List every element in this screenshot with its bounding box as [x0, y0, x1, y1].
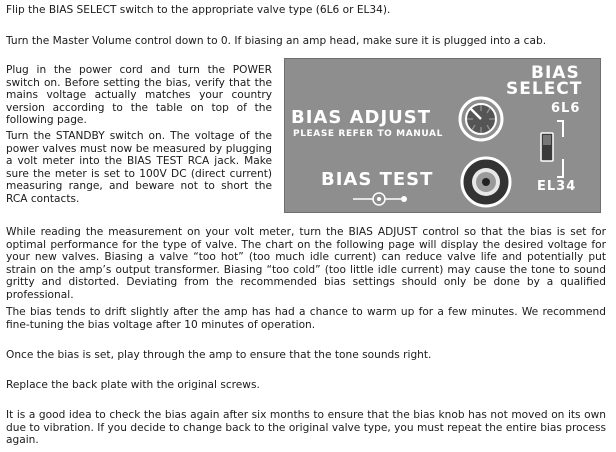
bias-test-label: BIAS TEST [321, 169, 434, 190]
instruction-6: The bias tends to drift slightly after the amp has had a chance to warm up for a few minutes. We recommend fine-tuning the bias voltage after 10 minutes of operation. [6, 306, 606, 331]
instruction-1: Flip the BIAS SELECT switch to the appropriate valve type (6L6 or EL34). [6, 4, 391, 16]
bias-adjust-note: PLEASE REFER TO MANUAL [293, 129, 443, 139]
bias-adjust-label: BIAS ADJUST [291, 107, 432, 128]
bias-test-rca-jack-icon [459, 155, 513, 209]
instruction-9: It is a good idea to check the bias again after six months to ensure that the bias knob has not moved on its own due to vibration. If you decide to change back to the original valve type, you must repeat the entire bias process again. [6, 409, 606, 447]
rca-polarity-icon [351, 191, 413, 207]
instruction-3: Plug in the power cord and turn the POWER switch on. Before setting the bias, verify that the mains voltage actually matches your country version according to the table on top of the following page. [6, 64, 272, 127]
bias-select-switch-icon [533, 119, 573, 181]
instruction-8: Replace the back plate with the original screws. [6, 379, 260, 391]
instruction-7: Once the bias is set, play through the amp to ensure that the tone sounds right. [6, 349, 432, 361]
bias-select-label: BIAS [531, 63, 580, 83]
option-el34-label: EL34 [537, 179, 577, 194]
bias-select-label-2: SELECT [506, 79, 583, 99]
instruction-2: Turn the Master Volume control down to 0. If biasing an amp head, make sure it is plugged into a cab. [6, 35, 547, 47]
instruction-5: While reading the measurement on your volt meter, turn the BIAS ADJUST control so that the bias is set for optimal performance for the type of valve. The chart on the following page will display the desired voltage for your new valves. Biasing a valve “too hot” (too much idle current) can reduce valve life and potentially put strain on the amp’s output transformer. Biasing “too cold” (too little idle current) may cause the tone to sound gritty and distorted. Deviating from the recommended bias settings should only be done by a qualified professional. [6, 226, 606, 301]
bias-adjust-knob-icon [457, 95, 505, 143]
instruction-4: Turn the STANDBY switch on. The voltage of the power valves must now be measured by plugging a volt meter into the BIAS TEST RCA jack. Make sure the meter is set to 100V DC (direct current) measuring range, and beware not to short the RCA contacts. [6, 130, 272, 205]
option-6l6-label: 6L6 [551, 101, 581, 116]
amp-back-panel-illustration [284, 58, 601, 213]
